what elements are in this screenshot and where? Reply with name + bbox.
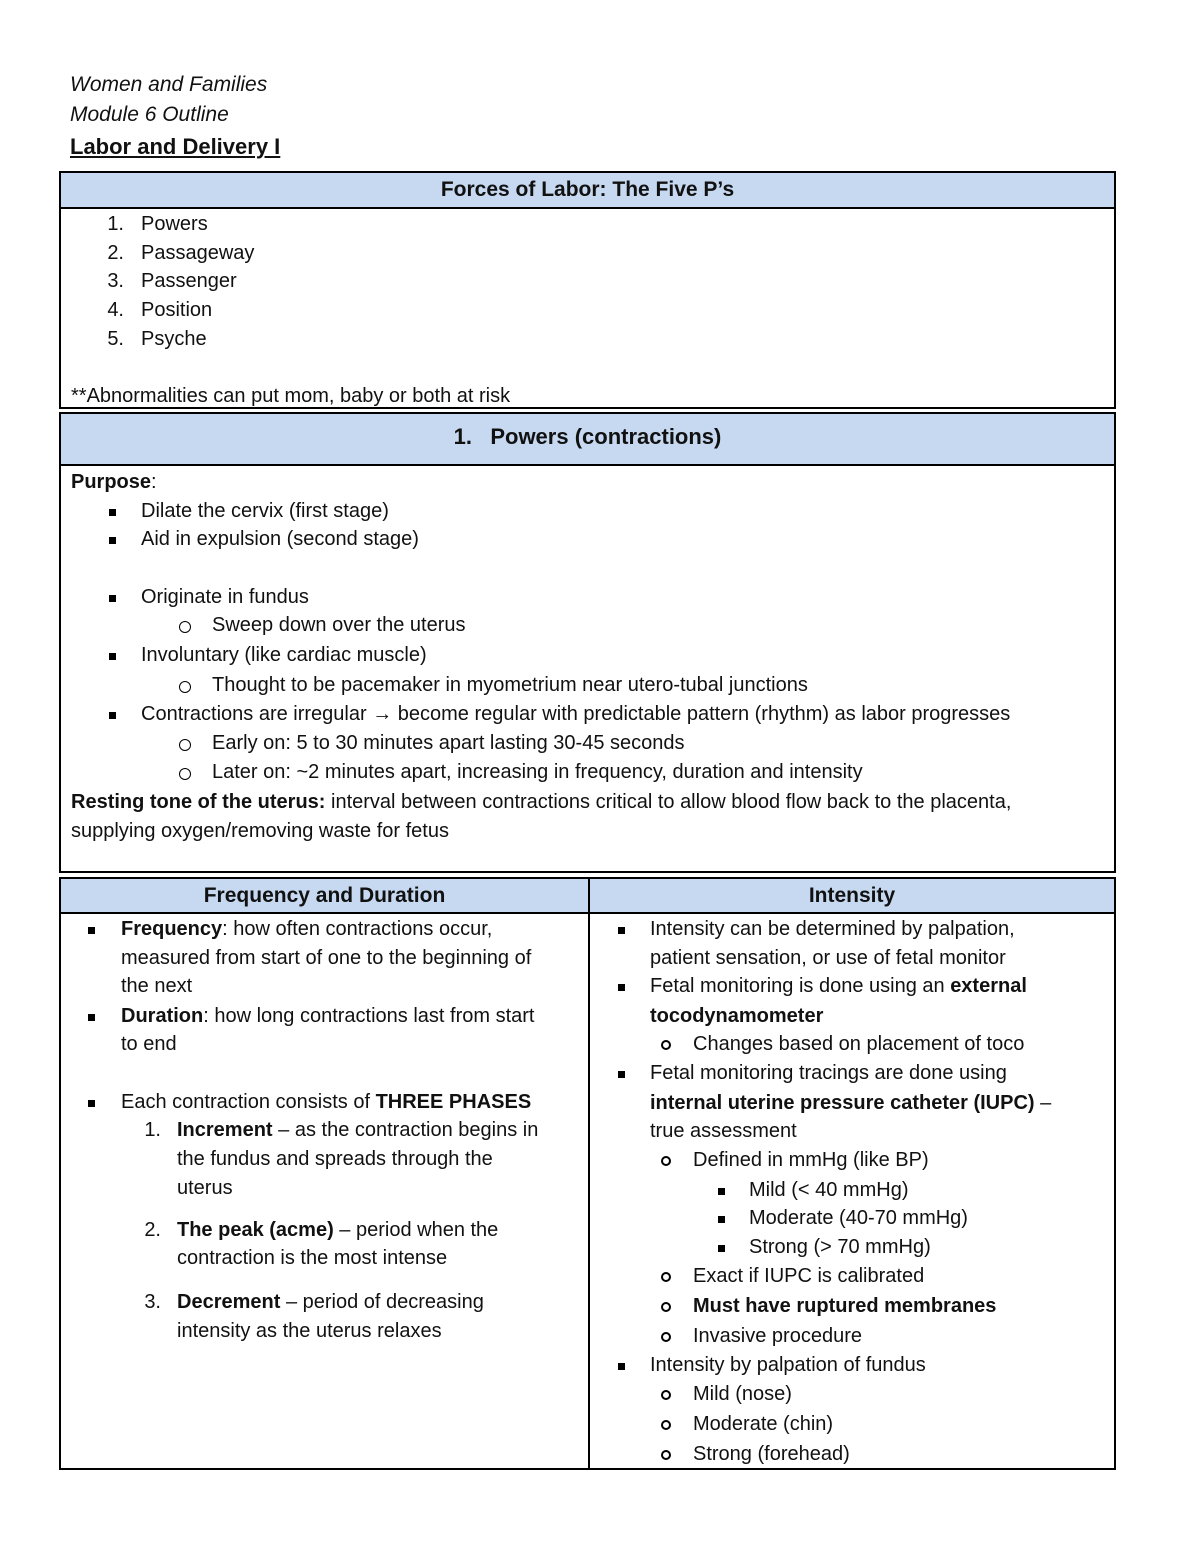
phase-item-cont: uterus bbox=[177, 1177, 233, 1199]
freq-intensity-headings bbox=[61, 879, 1114, 914]
module-label: Module 6 Outline bbox=[70, 103, 229, 126]
powers-heading: 1. Powers (contractions) bbox=[61, 414, 1114, 466]
phase-item-cont: intensity as the uterus relaxes bbox=[177, 1320, 442, 1342]
five-ps-section: Forces of Labor: The Five P’s 1. Powers 2. Passageway 3. Passenger 4. Position 5. Psyche **Abnormalities can put mom, baby or both at risk bbox=[59, 171, 1116, 409]
list-item-cont: to end bbox=[121, 1033, 177, 1055]
freq-intensity-section bbox=[59, 877, 1116, 1470]
list-item-cont: internal uterine pressure catheter (IUPC) – bbox=[650, 1092, 1052, 1114]
page-title: Labor and Delivery I bbox=[70, 134, 281, 159]
phase-item-cont: the fundus and spreads through the bbox=[177, 1148, 493, 1170]
phase-item-cont: contraction is the most intense bbox=[177, 1247, 448, 1269]
freq-intensity-body bbox=[61, 914, 1114, 1468]
list-item-cont: measured from start of one to the beginning of bbox=[121, 947, 532, 969]
intensity-heading: Intensity bbox=[808, 884, 896, 907]
course-name: Women and Families bbox=[70, 73, 268, 96]
resting-tone: Resting tone of the uterus: interval between contractions critical to allow blood flow back to the placenta, bbox=[71, 791, 1012, 813]
resting-tone-cont: supplying oxygen/removing waste for fetus bbox=[71, 820, 449, 842]
intensity-column: Intensity can be determined by palpation, patient sensation, or use of fetal monitor Fetal monitoring is done using an external tocodynamometer Changes based on placement of toco Fetal monitoring tracings are done using internal uterine pressure catheter (IUPC) – true assessment Defined in mmHg (like BP) Mild (< 40 mmHg) Moderate (40-70 mmHg) Strong (> 70 mmHg) Exact if IUPC is calibrated Must have ruptured membranes Invasive procedure Intensity by palpation of fundus Mild (nose) Moderate (chin) Strong (forehead) bbox=[590, 914, 1114, 1468]
powers-section: 1. Powers (contractions) Purpose: Dilate the cervix (first stage) Aid in expulsion (second stage) Originate in fundus Sweep down over the uterus Involuntary (like cardiac muscle) Thought to be pacemaker in myometrium near utero-tubal junctions Contractions are irregular → become regular with predictable pattern (rhythm) as labor progresses Early on: 5 to 30 minutes apart lasting 30-45 seconds Later on: ~2 minutes apart, increasing in frequency, duration and intensity Resting tone of the uterus: interval between contractions critical to allow blood flow back to the placenta, supplying oxygen/removing waste for fetus bbox=[59, 412, 1116, 873]
arrow-right-icon: → bbox=[372, 703, 393, 725]
five-ps-heading: Forces of Labor: The Five P’s bbox=[61, 173, 1114, 209]
frequency-duration-heading: Frequency and Duration bbox=[203, 884, 446, 907]
list-item-cont: true assessment bbox=[650, 1120, 797, 1142]
list-item-cont: tocodynamometer bbox=[650, 1005, 824, 1027]
five-ps-note: **Abnormalities can put mom, baby or both at risk bbox=[71, 385, 511, 407]
purpose-label: Purpose: bbox=[71, 471, 157, 493]
list-item-cont: patient sensation, or use of fetal monitor bbox=[650, 947, 1006, 969]
list-item-cont: the next bbox=[121, 975, 193, 997]
frequency-duration-column: Frequency: how often contractions occur, measured from start of one to the beginning of the next Duration: how long contractions last from start to end Each contraction consists of THREE PHASES 1. Increment – as the contraction begins in the fundus and spreads through the uterus 2. The peak (acme) – period when the contraction is the most intense 3. Decrement – period of decreasing intensity as the uterus relaxes bbox=[61, 914, 588, 1468]
